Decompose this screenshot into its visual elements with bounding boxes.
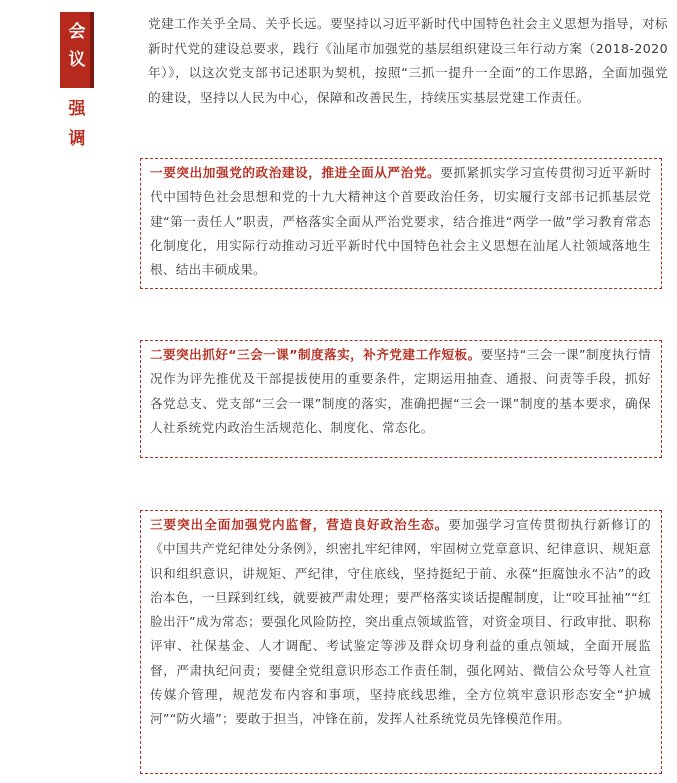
section-body: 要加强学习宣传贯彻执行新修订的《中国共产党纪律处分条例》，织密扎牢纪律网，牢固树立党章意识、纪律意识、规矩意识和组织意识，讲规矩、严纪律，守住底线，坚持挺纪于前、永葆“拒腐蚀永不沾”的政治本色，一旦踩到红线，就要被严肃处理；要严格落实谈话提醒制度，让“咬耳扯袖”“红脸出汗”成为常态；要强化风险防控，突出重点领域监管，对资金项目、行政审批、职称评审、社保基金、人才调配、考试鉴定等涉及群众切身利益的重点领域，全面开展监督，严肃执纪问责；要健全党组意识形态工作责任制，强化网站、微信公众号等人社宣传媒介管理，规范发布内容和事项，坚持底线思维，全方位筑牢意识形态安全“护城河”“防火墙”；要敢于担当，冲锋在前，发挥人社系统党员先锋模范作用。: [150, 517, 651, 727]
side-label-char: 议: [68, 50, 86, 70]
side-label-lower: [60, 94, 94, 154]
side-label-shadow-bar: [90, 12, 94, 88]
section-body: 要坚持“三会一课”制度执行情况作为评先推优及干部提拔使用的重要条件，定期运用抽查、通报、问责等手段，抓好各党总支、党支部“三会一课”制度的落实，准确把握“三会一课”制度的基本要求，确保人社系统党内政治生活规范化、制度化、常态化。: [150, 347, 652, 435]
section-heading: 三要突出全面加强党内监督，营造良好政治生态。: [150, 517, 449, 532]
section-heading: 一要突出加强党的政治建设，推进全面从严治党。: [150, 165, 441, 180]
section-box-1: [140, 158, 662, 289]
side-label-char: 调: [68, 129, 86, 149]
section-side-label: [60, 12, 94, 154]
side-label-red-block: [60, 12, 94, 88]
section-box-3: [140, 510, 662, 774]
section-heading: 二要突出抓好“三会一课”制度落实，补齐党建工作短板。: [150, 347, 481, 362]
section-body: 要抓紧抓实学习宣传贯彻习近平新时代中国特色社会思想和党的十九大精神这个首要政治任务，切实履行支部书记抓基层党建“第一责任人”职责，严格落实全面从严治党要求，结合推进“两学一做”学习教育常态化制度化，用实际行动推动习近平新时代中国特色社会主义思想在汕尾人社领域落地生根、结出丰硕成果。: [150, 165, 651, 278]
side-label-char: 强: [68, 99, 86, 119]
intro-paragraph: 党建工作关乎全局、关乎长远。要坚持以习近平新时代中国特色社会主义思想为指导，对标新时代党的建设总要求，践行《汕尾市加强党的基层组织建设三年行动方案（2018-2020年）》，以这次党支部书记述职为契机，按照“三抓一提升一全面”的工作思路，全面加强党的建设，坚持以人民为中心，保障和改善民生，持续压实基层党建工作责任。: [148, 16, 668, 105]
section-box-2: [140, 340, 662, 458]
side-label-char: 会: [68, 22, 86, 42]
